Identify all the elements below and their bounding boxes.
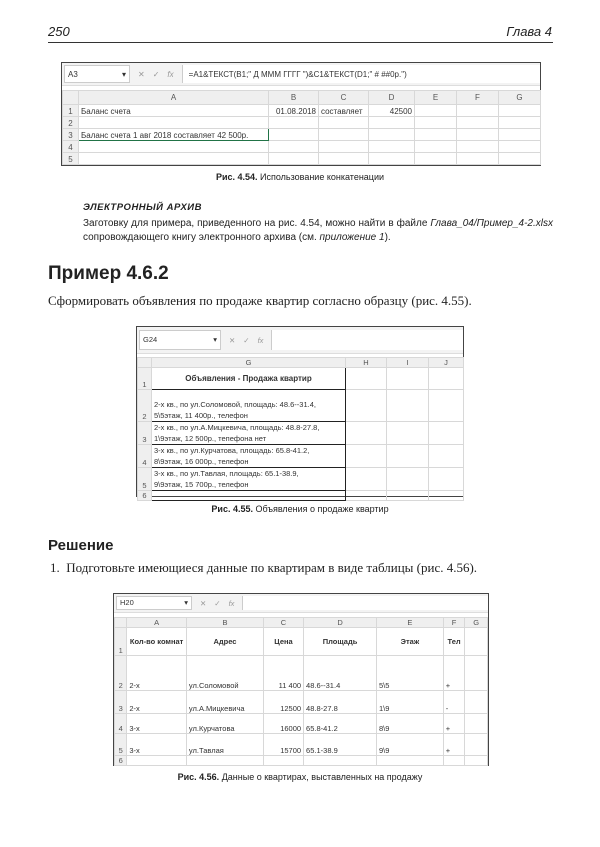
row-number[interactable]: 6 bbox=[138, 491, 152, 501]
figure-caption-4-55 bbox=[0, 504, 600, 514]
name-box-value: G24 bbox=[143, 335, 158, 345]
cell[interactable] bbox=[499, 117, 541, 129]
cell-line: 8\9этаж, 16 000р., телефон bbox=[154, 457, 249, 466]
cell[interactable] bbox=[429, 368, 464, 390]
cancel-icon: ✕ bbox=[138, 69, 145, 79]
cell[interactable] bbox=[346, 368, 387, 390]
cell-line: 2-х кв., по ул.А.Мицкевича, площадь: 48.8-27.8, bbox=[154, 423, 320, 432]
caption-text: Объявления о продаже квартир bbox=[252, 504, 389, 514]
row-number[interactable]: 2 bbox=[138, 390, 152, 422]
solution-title: Решение bbox=[48, 537, 114, 554]
cell[interactable]: 9\9 bbox=[377, 734, 444, 756]
cell[interactable] bbox=[369, 141, 415, 153]
page-number: 250 bbox=[48, 24, 70, 39]
cell[interactable] bbox=[499, 141, 541, 153]
cell[interactable] bbox=[443, 756, 465, 766]
table-row bbox=[138, 445, 464, 468]
row-number[interactable]: 4 bbox=[63, 141, 79, 153]
cell[interactable] bbox=[269, 129, 319, 141]
caption-number: Рис. 4.55. bbox=[211, 504, 253, 514]
cell[interactable] bbox=[319, 117, 369, 129]
table-row bbox=[138, 468, 464, 491]
cell[interactable] bbox=[415, 129, 457, 141]
cell[interactable] bbox=[429, 445, 464, 468]
col-header[interactable]: I bbox=[387, 358, 429, 368]
cell[interactable] bbox=[387, 445, 429, 468]
cell[interactable]: 01.08.2018 bbox=[269, 105, 319, 117]
cell[interactable]: ул.Курчатова bbox=[186, 714, 263, 734]
cell[interactable] bbox=[465, 628, 488, 656]
col-header[interactable]: G bbox=[499, 91, 541, 105]
name-box-value: H20 bbox=[120, 598, 134, 608]
caption-number: Рис. 4.54. bbox=[215, 172, 258, 182]
row-number[interactable]: 1 bbox=[63, 105, 79, 117]
dropdown-icon: ▾ bbox=[184, 598, 188, 608]
cell[interactable] bbox=[269, 141, 319, 153]
cell[interactable]: 65.1-38.9 bbox=[304, 734, 377, 756]
col-header[interactable]: H bbox=[346, 358, 387, 368]
cell[interactable] bbox=[429, 491, 464, 501]
check-icon: ✓ bbox=[152, 69, 160, 79]
row-number[interactable]: 5 bbox=[63, 153, 79, 165]
formula-bar[interactable] bbox=[242, 596, 488, 610]
table-row bbox=[63, 141, 541, 153]
cell[interactable] bbox=[319, 141, 369, 153]
table-row bbox=[115, 691, 488, 714]
appendix-ref: приложение 1 bbox=[319, 232, 385, 243]
fx-icon: fx bbox=[167, 69, 174, 79]
header-cell[interactable]: Кол-во комнат bbox=[127, 628, 187, 656]
name-box[interactable] bbox=[64, 65, 130, 83]
cell[interactable] bbox=[387, 491, 429, 501]
chapter-title: Глава 4 bbox=[506, 24, 552, 39]
cell[interactable] bbox=[79, 117, 269, 129]
cell[interactable]: 48.8-27.8 bbox=[304, 691, 377, 714]
cancel-icon: ✕ bbox=[229, 335, 236, 345]
cell[interactable] bbox=[457, 117, 499, 129]
table-row bbox=[63, 117, 541, 129]
cell[interactable] bbox=[387, 468, 429, 491]
row-number[interactable]: 5 bbox=[115, 734, 127, 756]
cell[interactable] bbox=[465, 734, 488, 756]
step-text: Подготовьте имеющиеся данные по квартирам в виде таблицы (рис. 4.56). bbox=[66, 560, 478, 575]
col-header[interactable]: E bbox=[415, 91, 457, 105]
cell[interactable] bbox=[429, 422, 464, 445]
cell[interactable] bbox=[465, 691, 488, 714]
header-cell[interactable]: Тел bbox=[443, 628, 465, 656]
table-row bbox=[138, 368, 464, 390]
name-box[interactable] bbox=[116, 596, 192, 610]
cell[interactable]: + bbox=[443, 714, 465, 734]
cell[interactable] bbox=[319, 129, 369, 141]
col-header[interactable]: D bbox=[369, 91, 415, 105]
cell[interactable]: 3-х bbox=[127, 714, 187, 734]
cell[interactable]: Баланс счета bbox=[79, 105, 269, 117]
col-header[interactable]: B bbox=[269, 91, 319, 105]
spreadsheet-fig-4-55 bbox=[136, 326, 464, 500]
caption-text: Использование конкатенации bbox=[257, 172, 385, 182]
cell[interactable] bbox=[79, 141, 269, 153]
dropdown-icon: ▾ bbox=[213, 335, 217, 345]
col-header[interactable]: F bbox=[443, 618, 465, 628]
cell[interactable]: Объявления - Продажа квартир bbox=[152, 368, 346, 390]
cell-line: 3-х кв., по ул.Курчатова, площадь: 65.8-41.2, bbox=[154, 446, 310, 455]
row-number[interactable]: 1 bbox=[138, 368, 152, 390]
header-cell[interactable]: Этаж bbox=[377, 628, 444, 656]
step-number: 1. bbox=[50, 560, 60, 575]
figure-caption-4-56 bbox=[0, 772, 600, 782]
cell[interactable] bbox=[499, 105, 541, 117]
cell[interactable] bbox=[152, 445, 346, 468]
cell[interactable] bbox=[346, 468, 387, 491]
cell[interactable]: 15700 bbox=[263, 734, 303, 756]
cell[interactable] bbox=[457, 153, 499, 165]
check-icon: ✓ bbox=[214, 598, 221, 608]
col-header[interactable]: C bbox=[319, 91, 369, 105]
row-number[interactable]: 3 bbox=[63, 129, 79, 141]
cell[interactable] bbox=[465, 756, 488, 766]
table-row bbox=[138, 422, 464, 445]
header-cell[interactable]: Адрес bbox=[186, 628, 263, 656]
archive-text-part: ). bbox=[384, 232, 391, 243]
col-header[interactable]: E bbox=[377, 618, 444, 628]
cell[interactable] bbox=[369, 153, 415, 165]
cell[interactable] bbox=[465, 714, 488, 734]
col-header[interactable]: F bbox=[457, 91, 499, 105]
table-row bbox=[63, 105, 541, 117]
cell[interactable] bbox=[263, 756, 303, 766]
cell[interactable]: + bbox=[443, 734, 465, 756]
row-number[interactable]: 3 bbox=[115, 691, 127, 714]
col-header[interactable]: A bbox=[127, 618, 187, 628]
header-cell[interactable]: Цена bbox=[263, 628, 303, 656]
cell[interactable] bbox=[346, 390, 387, 422]
row-number[interactable]: 1 bbox=[115, 628, 127, 656]
archive-file: Глава_04/Пример_4-2.xlsx bbox=[430, 218, 553, 229]
cell[interactable]: ул.Тавлая bbox=[186, 734, 263, 756]
cell[interactable] bbox=[429, 468, 464, 491]
cell-line: 2-х кв., по ул.Соломовой, площадь: 48.6--31.4, bbox=[154, 400, 316, 409]
name-box[interactable] bbox=[139, 330, 221, 351]
header-row bbox=[115, 628, 488, 656]
cancel-icon: ✕ bbox=[200, 598, 207, 608]
cell-line: 5\5этаж, 11 400р., телефон bbox=[154, 411, 248, 420]
col-header[interactable]: J bbox=[429, 358, 464, 368]
cell[interactable] bbox=[346, 491, 387, 501]
cell[interactable] bbox=[269, 117, 319, 129]
example-text: Сформировать объявления по продаже квартир согласно образцу (рис. 4.55). bbox=[48, 293, 472, 308]
row-number[interactable]: 5 bbox=[138, 468, 152, 491]
cell-line: 1\9этаж, 12 500р., тепефона нет bbox=[154, 434, 267, 443]
cell[interactable] bbox=[319, 153, 369, 165]
cell[interactable]: 11 400 bbox=[263, 656, 303, 691]
caption-number: Рис. 4.56. bbox=[177, 772, 220, 782]
cell[interactable]: 8\9 bbox=[377, 714, 444, 734]
cell[interactable] bbox=[152, 468, 346, 491]
table-row bbox=[115, 756, 488, 766]
cell[interactable]: 1\9 bbox=[377, 691, 444, 714]
cell[interactable] bbox=[369, 129, 415, 141]
table-row bbox=[63, 129, 541, 141]
cell[interactable] bbox=[346, 422, 387, 445]
spreadsheet-fig-4-56 bbox=[113, 593, 489, 766]
formula-bar[interactable] bbox=[271, 330, 463, 351]
cell[interactable]: составляет bbox=[319, 105, 369, 117]
cell[interactable] bbox=[387, 422, 429, 445]
formula-bar[interactable]: =A1&ТЕКСТ(B1;" Д МММ ГГГГ ")&C1&ТЕКСТ(D1;" # ##0р.") bbox=[182, 65, 540, 83]
col-header[interactable]: D bbox=[304, 618, 377, 628]
table-row bbox=[138, 491, 464, 501]
row-number[interactable]: 2 bbox=[115, 656, 127, 691]
spreadsheet-fig-4-54 bbox=[61, 62, 541, 166]
cell[interactable] bbox=[186, 756, 263, 766]
dropdown-icon: ▾ bbox=[121, 69, 126, 79]
cell[interactable] bbox=[79, 153, 269, 165]
cell[interactable] bbox=[387, 368, 429, 390]
row-number[interactable]: 4 bbox=[115, 714, 127, 734]
fx-icon: fx bbox=[257, 335, 264, 345]
cell[interactable] bbox=[304, 756, 377, 766]
row-number[interactable]: 4 bbox=[138, 445, 152, 468]
cell[interactable]: 48.6--31.4 bbox=[304, 656, 377, 691]
archive-title: ЭЛЕКТРОННЫЙ АРХИВ bbox=[83, 202, 202, 213]
table-row bbox=[63, 153, 541, 165]
col-header[interactable]: C bbox=[263, 618, 303, 628]
cell[interactable] bbox=[457, 141, 499, 153]
cell[interactable]: 12500 bbox=[263, 691, 303, 714]
caption-text: Данные о квартирах, выставленных на продажу bbox=[219, 772, 423, 782]
table-row bbox=[115, 656, 488, 691]
name-box-value: A3 bbox=[68, 69, 78, 79]
cell[interactable] bbox=[127, 756, 187, 766]
row-number[interactable]: 2 bbox=[63, 117, 79, 129]
cell[interactable]: 16000 bbox=[263, 714, 303, 734]
archive-text-part: сопровождающего книгу электронного архива (см. bbox=[83, 232, 320, 243]
cell[interactable] bbox=[377, 756, 444, 766]
cell[interactable]: ул.А.Мицкевича bbox=[186, 691, 263, 714]
archive-text-part: Заготовку для примера, приведенного на рис. 4.54, можно найти в файле bbox=[83, 218, 431, 229]
cell[interactable]: 2-х bbox=[127, 656, 187, 691]
cell[interactable]: 5\5 bbox=[377, 656, 444, 691]
example-title: Пример 4.6.2 bbox=[48, 263, 169, 284]
row-number[interactable]: 6 bbox=[115, 756, 127, 766]
row-number[interactable]: 3 bbox=[138, 422, 152, 445]
cell[interactable] bbox=[457, 105, 499, 117]
col-header[interactable]: A bbox=[79, 91, 269, 105]
cell[interactable]: 42500 bbox=[369, 105, 415, 117]
cell-line: 3-х кв., по ул.Тавлая, площадь: 65.1-38.9, bbox=[154, 469, 299, 478]
cell[interactable] bbox=[152, 491, 346, 501]
fx-icon: fx bbox=[228, 598, 235, 608]
cell[interactable]: 3-х bbox=[127, 734, 187, 756]
header-cell[interactable]: Площадь bbox=[304, 628, 377, 656]
table-row bbox=[115, 734, 488, 756]
cell[interactable] bbox=[415, 105, 457, 117]
cell[interactable]: 65.8-41.2 bbox=[304, 714, 377, 734]
cell[interactable] bbox=[152, 390, 346, 422]
selected-cell[interactable]: Баланс счета 1 авг 2018 составляет 42 500р. bbox=[79, 129, 269, 141]
archive-text bbox=[83, 217, 553, 245]
cell[interactable] bbox=[415, 141, 457, 153]
cell[interactable] bbox=[499, 129, 541, 141]
figure-caption-4-54 bbox=[0, 172, 600, 182]
col-header[interactable]: G bbox=[465, 618, 488, 628]
cell-line: 9\9этаж, 15 700р., телефон bbox=[154, 480, 249, 489]
cell[interactable] bbox=[269, 153, 319, 165]
cell[interactable] bbox=[465, 656, 488, 691]
col-header[interactable]: G bbox=[152, 358, 346, 368]
cell[interactable]: + bbox=[443, 656, 465, 691]
table-row bbox=[138, 390, 464, 422]
solution-step bbox=[50, 560, 477, 576]
check-icon: ✓ bbox=[243, 335, 250, 345]
cell[interactable]: ул.Соломовой bbox=[186, 656, 263, 691]
cell[interactable] bbox=[415, 117, 457, 129]
cell[interactable] bbox=[457, 129, 499, 141]
cell[interactable] bbox=[429, 390, 464, 422]
table-row bbox=[115, 714, 488, 734]
header-rule bbox=[48, 42, 553, 43]
cell[interactable]: - bbox=[443, 691, 465, 714]
cell[interactable] bbox=[369, 117, 415, 129]
col-header[interactable]: B bbox=[186, 618, 263, 628]
cell[interactable] bbox=[387, 390, 429, 422]
cell[interactable] bbox=[499, 153, 541, 165]
cell[interactable] bbox=[415, 153, 457, 165]
cell[interactable] bbox=[346, 445, 387, 468]
cell[interactable]: 2-х bbox=[127, 691, 187, 714]
cell[interactable] bbox=[152, 422, 346, 445]
